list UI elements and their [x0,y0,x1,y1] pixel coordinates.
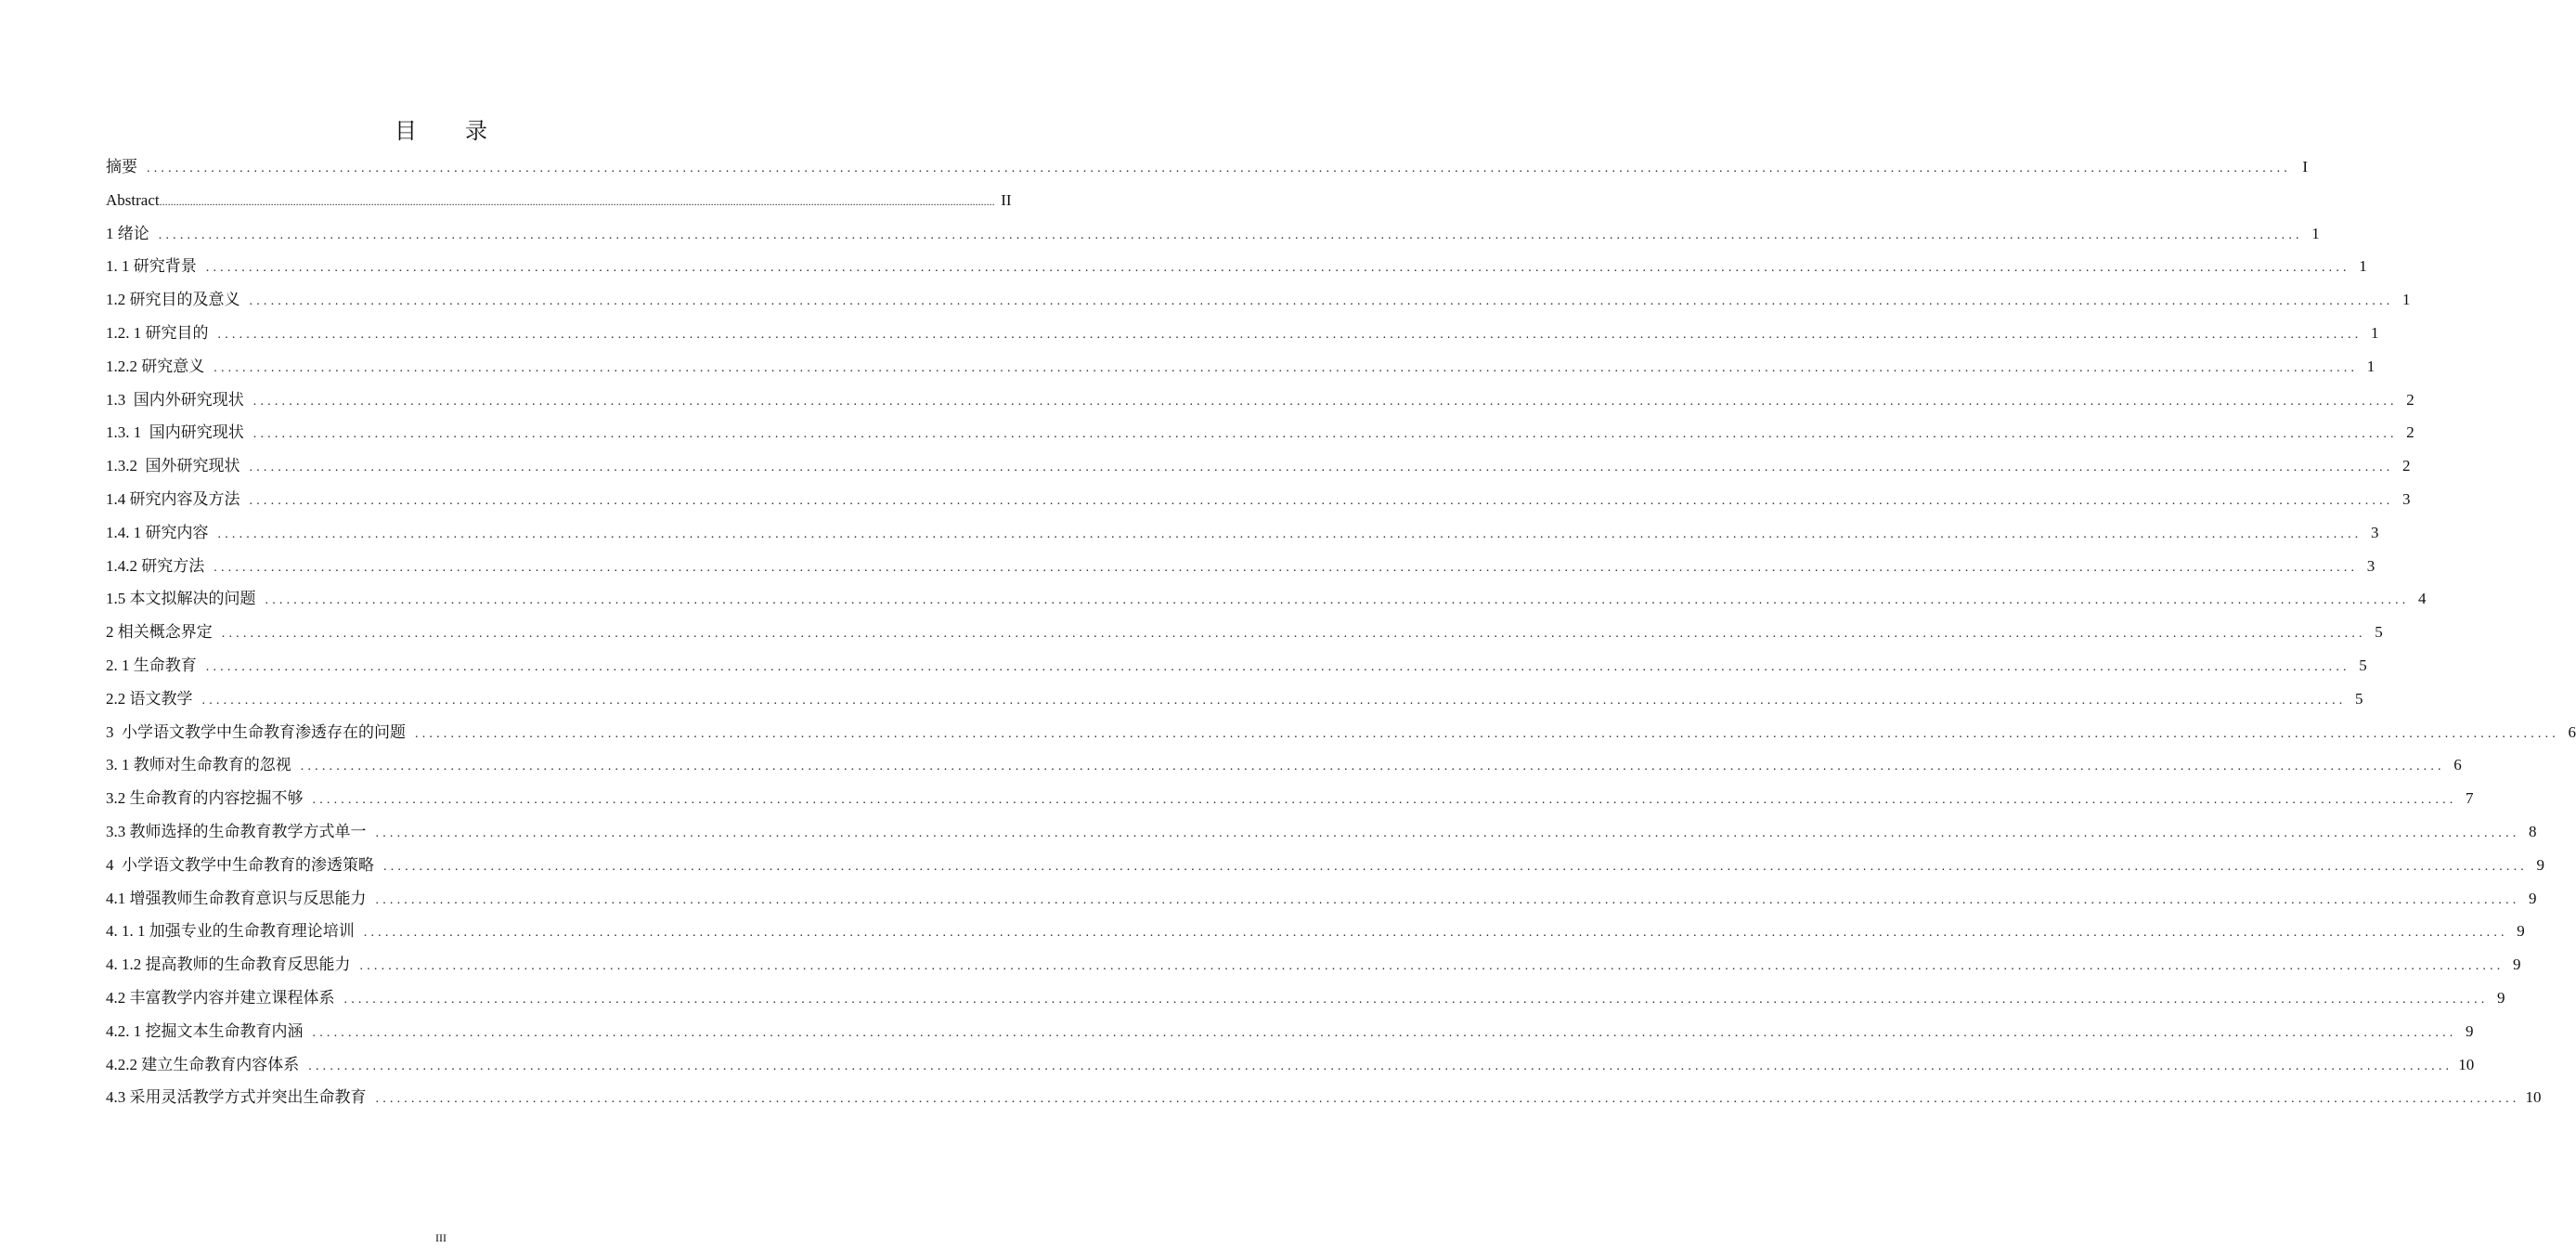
toc-entry-label: 3 小学语文教学中生命教育渗透存在的问题 [106,722,406,741]
toc-entry[interactable] [106,483,2411,516]
toc-entry-label: 1.2 研究目的及意义 [106,291,240,309]
toc-entry-page: 9 [2497,988,2505,1007]
dot-leader: ............................................................................................................................................................................................................................................................................................................ [343,992,2489,1007]
dot-leader: ............................................................................................................................................................................................................................................................................................................ [359,959,2505,974]
toc-entry-label: 1.4. 1 研究内容 [106,523,209,541]
toc-entry-label: 摘要 [106,158,137,176]
toc-entry[interactable] [106,550,2375,583]
toc-entry-label: 4. 1.2 提高教师的生命教育反思能力 [106,956,351,974]
table-of-contents [106,150,2576,1114]
dot-leader: ............................................................................................................................................................................................................................................................................................................ [214,360,2359,375]
toc-entry[interactable] [106,184,1012,217]
dot-leader: ............................................................................................................................................................................................................................................................................................................ [375,892,2520,907]
toc-entry-label: 4.1 增强教师生命教育意识与反思能力 [106,889,367,907]
toc-entry-page: 6 [2568,722,2576,741]
toc-entry-label: 1.5 本文拟解决的问题 [106,590,256,608]
toc-entry[interactable] [106,582,2427,616]
toc-entry-page: 9 [2529,889,2537,907]
toc-entry[interactable] [106,948,2521,982]
toc-entry[interactable] [106,150,2308,184]
toc-entry-page: 1 [2311,224,2320,242]
toc-entry-label: 1.4.2 研究方法 [106,556,205,575]
toc-entry[interactable] [106,915,2525,948]
toc-entry[interactable] [106,882,2537,916]
toc-entry-page: 6 [2453,756,2462,774]
toc-entry[interactable] [106,384,2414,417]
toc-entry-label: 4.2. 1 挖掘文本生命教育内涵 [106,1021,304,1040]
toc-entry-page: 2 [2406,390,2414,409]
toc-entry-label: 2 相关概念界定 [106,623,213,642]
toc-entry[interactable] [106,815,2537,849]
dot-leader: ............................................................................................................................................................................................................................................................................................................ [252,427,2398,442]
toc-entry[interactable] [106,616,2383,649]
dot-leader: ............................................................................................................................................................................................................................................................................................................ [217,526,2362,541]
toc-entry-page: 3 [2366,556,2375,575]
toc-entry[interactable] [106,416,2414,449]
dot-leader: ............................................................................................................................................................................................................................................................................................................ [158,228,2303,242]
toc-entry-label: 3.3 教师选择的生命教育教学方式单一 [106,822,367,840]
toc-entry-page: 2 [2406,423,2414,442]
dot-leader: ............................................................................................................................................................................................................................................................................................................ [265,593,2410,608]
toc-entry-page: 4 [2418,590,2427,608]
dot-leader: ............................................................................................................................................................................................................................................................................................................ [415,726,2559,741]
toc-entry-page: 9 [2536,855,2544,874]
toc-entry-page: 5 [2375,623,2383,642]
toc-entry-page: 3 [2402,489,2411,508]
toc-entry-label: 4. 1. 1 加强专业的生命教育理论培训 [106,922,355,941]
dot-leader: ............................................................................................................................................................................................................................................................................................................ [300,760,2445,774]
toc-entry-page: 5 [2359,656,2367,674]
toc-entry-label: 1. 1 研究背景 [106,257,197,276]
toc-entry-page: 3 [2371,523,2379,541]
dot-leader: ............................................................................................................................................................................................................................................................................................................ [312,1025,2457,1040]
dot-leader: ............................................................................................................................................................................................................................................................................................................ [375,1092,2520,1107]
dot-leader: ............................................................................................................................................................................................................................................................................................................ [205,261,2350,276]
page-number: III [435,1231,447,1244]
toc-entry-page: 1 [2371,323,2379,342]
dot-leader: ............................................................................................................................................................................................................................................................................................................ [312,793,2457,808]
dot-leader: ............................................................................................................................................................................................................................................................................................................ [363,926,2508,941]
dot-leader: ............................................................................................................................................................................................................................................................................................................ [249,461,2394,475]
toc-entry-page: 2 [2402,457,2411,475]
toc-entry[interactable] [106,849,2544,882]
toc-entry-label: 4.2.2 建立生命教育内容体系 [106,1055,300,1073]
toc-entry[interactable] [106,217,2320,251]
dot-leader: ............................................................................................................................................................................................................................................................................................................ [383,859,2528,874]
toc-entry[interactable] [106,449,2411,483]
toc-entry[interactable] [106,283,2411,317]
toc-entry-page: 5 [2355,689,2363,708]
dot-leader: ............................................................................................................................................................................................................................................................................................................ [249,493,2394,508]
page-title: 目 录 [395,118,500,144]
toc-entry-label: 1.2.2 研究意义 [106,357,205,375]
toc-entry-label: Abstract [106,190,160,209]
toc-entry[interactable] [106,782,2474,815]
toc-entry[interactable] [106,649,2367,682]
toc-entry-page: 9 [2517,922,2525,941]
toc-entry-page: 9 [2513,956,2521,974]
toc-entry[interactable] [106,317,2379,350]
dot-leader: ............................................................................................................................................................................................................................................................................................................ [375,826,2520,840]
toc-entry-page: 9 [2466,1021,2474,1040]
dot-leader: ............................................................................................................................................................................................................................................................................................................ [159,194,995,208]
toc-entry-label: 1.2. 1 研究目的 [106,323,209,342]
dot-leader: ............................................................................................................................................................................................................................................................................................................ [308,1059,2453,1073]
toc-entry[interactable] [106,250,2367,283]
dot-leader: ............................................................................................................................................................................................................................................................................................................ [249,294,2394,309]
toc-entry-label: 1 绪论 [106,224,149,242]
toc-entry[interactable] [106,350,2375,384]
toc-entry-page: 1 [2359,257,2367,276]
toc-entry[interactable] [106,516,2379,550]
toc-entry-label: 1.3.2 国外研究现状 [106,457,240,475]
toc-entry[interactable] [106,716,2576,749]
toc-entry[interactable] [106,1081,2542,1114]
toc-entry-label: 4 小学语文教学中生命教育的渗透策略 [106,855,374,874]
toc-entry[interactable] [106,682,2363,716]
toc-entry-page: 1 [2402,291,2411,309]
toc-entry-page: II [1001,190,1012,209]
dot-leader: ............................................................................................................................................................................................................................................................................................................ [217,327,2362,342]
toc-entry[interactable] [106,1048,2475,1082]
dot-leader: ............................................................................................................................................................................................................................................................................................................ [214,560,2359,575]
toc-entry-page: I [2302,158,2308,176]
toc-entry-page: 7 [2466,789,2474,808]
toc-entry-label: 2. 1 生命教育 [106,656,197,674]
toc-entry-label: 4.3 采用灵活教学方式并突出生命教育 [106,1088,367,1107]
dot-leader: ............................................................................................................................................................................................................................................................................................................ [252,394,2398,409]
toc-entry-page: 1 [2366,357,2375,375]
toc-entry-label: 1.3. 1 国内研究现状 [106,423,244,442]
toc-entry[interactable] [106,748,2462,782]
toc-entry[interactable] [106,1015,2474,1048]
dot-leader: ............................................................................................................................................................................................................................................................................................................ [221,627,2366,642]
toc-entry-label: 3.2 生命教育的内容挖掘不够 [106,789,304,808]
toc-entry-page: 10 [2458,1055,2475,1073]
toc-entry[interactable] [106,982,2505,1015]
toc-entry-page: 10 [2525,1088,2542,1107]
toc-entry-page: 8 [2529,822,2537,840]
dot-leader: ............................................................................................................................................................................................................................................................................................................ [201,693,2347,708]
toc-entry-label: 2.2 语文教学 [106,689,193,708]
toc-entry-label: 3. 1 教师对生命教育的忽视 [106,756,291,774]
dot-leader: ............................................................................................................................................................................................................................................................................................................ [205,659,2350,674]
dot-leader: ............................................................................................................................................................................................................................................................................................................ [147,162,2291,176]
toc-entry-label: 1.3 国内外研究现状 [106,390,244,409]
toc-entry-label: 4.2 丰富教学内容并建立课程体系 [106,988,335,1007]
toc-entry-label: 1.4 研究内容及方法 [106,489,240,508]
